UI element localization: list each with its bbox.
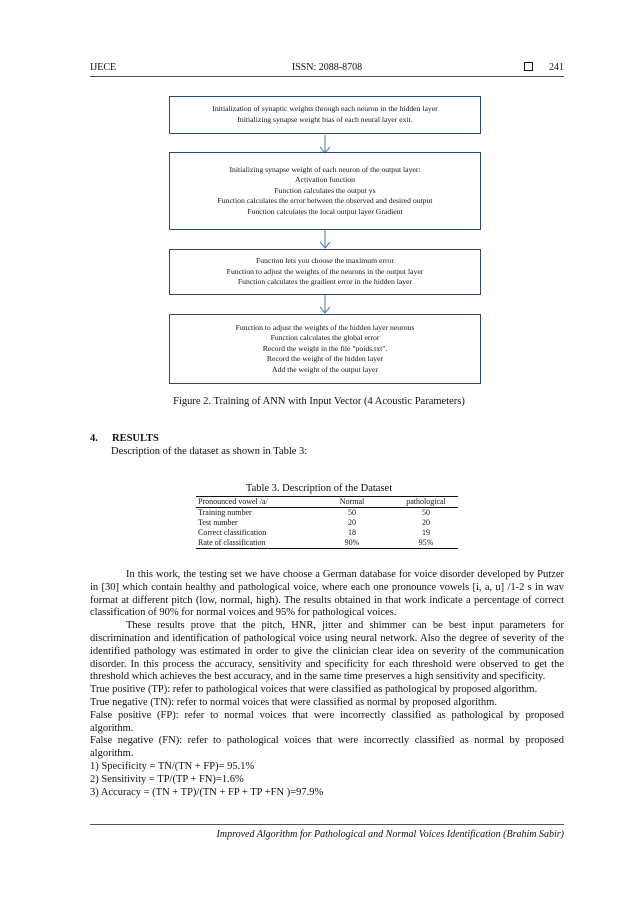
paragraph: In this work, the testing set we have choose a German database for voice disorder developed by Putzer in [30] which contain healthy and pathological voice, where each one pronounce vowels [i, a, u] /1-2 s in wav format at different pitch (low, normal, high). The results obtained in that work indicate a percentage of correct classification of 90% for normal voices and 95% for pathological voices.: [90, 569, 564, 619]
flow-box-init: [169, 96, 481, 134]
table-row: [196, 528, 458, 538]
issn: ISSN: 2088-8708: [291, 62, 363, 73]
definition-fp: False positive (FP): refer to normal voices that were incorrectly classified as pathological by proposed algorithm.: [90, 709, 564, 734]
table-title: Table 3. Description of the Dataset: [245, 483, 393, 494]
table-cell: 50: [348, 508, 356, 517]
flow-line: Function calculates the gradient error in the hidden layer: [237, 277, 413, 287]
down-arrow-icon: [318, 295, 332, 315]
definition-tn: True negative (TN): refer to normal voices that were classified as normal by proposed algorithm.: [90, 696, 497, 708]
flow-line: Function calculates the output ys: [274, 185, 376, 195]
flow-box-output-layer: [169, 152, 481, 230]
formula-specificity: 1) Specificity = TN/(TN + FP)= 95.1%: [90, 760, 255, 772]
journal-name: IJECE: [90, 62, 117, 73]
page-number: 241: [549, 62, 564, 73]
flow-line: Function calculates the global error: [270, 333, 380, 343]
definition-tp: True positive (TP): refer to pathological voices that were classified as pathological by proposed algorithm.: [90, 684, 538, 696]
table-row: [196, 538, 458, 549]
table-cell: 20: [422, 518, 430, 527]
formula-sensitivity: 2) Sensitivity = TP/(TP + FN)=1.6%: [90, 773, 244, 785]
formula-accuracy: 3) Accuracy = (TN + TP)/(TN + FP + TP +FN )=97.9%: [90, 786, 324, 798]
flow-line: Function calculates the local output layer Gradient: [247, 206, 403, 216]
table-row: [196, 508, 458, 519]
table-header-cell: Pronounced vowel /a/: [196, 497, 310, 508]
table-cell: 95%: [394, 538, 458, 549]
table-header-row: [196, 497, 458, 508]
checkbox-square-icon: [524, 62, 533, 71]
section-heading: [90, 433, 159, 444]
paragraph: These results prove that the pitch, HNR, jitter and shimmer can be best input parameters for discrimination and identification of pathological voice using neural network. Also the degree of severity of the identified pathology was estimated in order to give the clinician clear idea on severity of the communication disorder. In this process the accuracy, sensitivity and specificity for each threshold were observed to get the threshold which achieves the best accuracy, and in the same time preserves a high sensitivity and specificity.: [90, 620, 564, 683]
table-cell: Test number: [198, 518, 238, 527]
table-cell: Rate of classification: [196, 538, 310, 549]
table-cell: 18: [348, 528, 356, 537]
flow-line: Function calculates the error between the observed and desired output: [217, 196, 433, 206]
flow-line: Activation function: [295, 175, 355, 185]
dataset-table: [196, 496, 458, 549]
page-header: [90, 62, 564, 77]
flow-box-hidden-layer: [169, 314, 481, 384]
figure-caption: Figure 2. Training of ANN with Input Vector (4 Acoustic Parameters): [173, 396, 465, 407]
flow-line: Add the weight of the output layer: [272, 364, 378, 374]
flow-line: Initializing synapse weight of each neuron of the output layer:: [229, 164, 421, 174]
section-title: RESULTS: [112, 433, 159, 444]
body-text: [90, 569, 564, 799]
table-header-cell: Normal: [310, 497, 394, 508]
table-cell: 50: [422, 508, 430, 517]
table-header-cell: pathological: [394, 497, 458, 508]
flow-line: Initialization of synaptic weights through each neuron in the hidden layer: [212, 104, 438, 114]
table-cell: Correct classification: [198, 528, 267, 537]
page-number-group: [524, 62, 564, 73]
flow-line: Record the weight in the file "poids.txt".: [262, 343, 388, 353]
table-row: [196, 518, 458, 528]
flow-line: Function lets you choose the maximum error: [256, 256, 394, 266]
flow-line: Function to adjust the weights of the hidden layer neurons: [235, 322, 415, 332]
table-cell: 19: [422, 528, 430, 537]
definition-fn: False negative (FN): refer to pathological voices that were incorrectly classified as normal by proposed algorithm.: [90, 735, 564, 760]
table-cell: 20: [348, 518, 356, 527]
page-footer: Improved Algorithm for Pathological and Normal Voices Identification (Brahim Sabir): [90, 824, 564, 840]
table-cell: Training number: [198, 508, 252, 517]
flow-box-error: [169, 249, 481, 295]
down-arrow-icon: [318, 230, 332, 250]
flow-line: Function to adjust the weights of the neurons in the output layer: [226, 266, 424, 276]
flow-line: Initializing synapse weight bias of each neural layer exit.: [237, 115, 413, 124]
flow-line: Record the weight of the hidden layer: [266, 354, 384, 364]
section-number: 4.: [90, 433, 98, 444]
section-description: Description of the dataset as shown in Table 3:: [111, 446, 308, 457]
table-cell: 90%: [310, 538, 394, 549]
